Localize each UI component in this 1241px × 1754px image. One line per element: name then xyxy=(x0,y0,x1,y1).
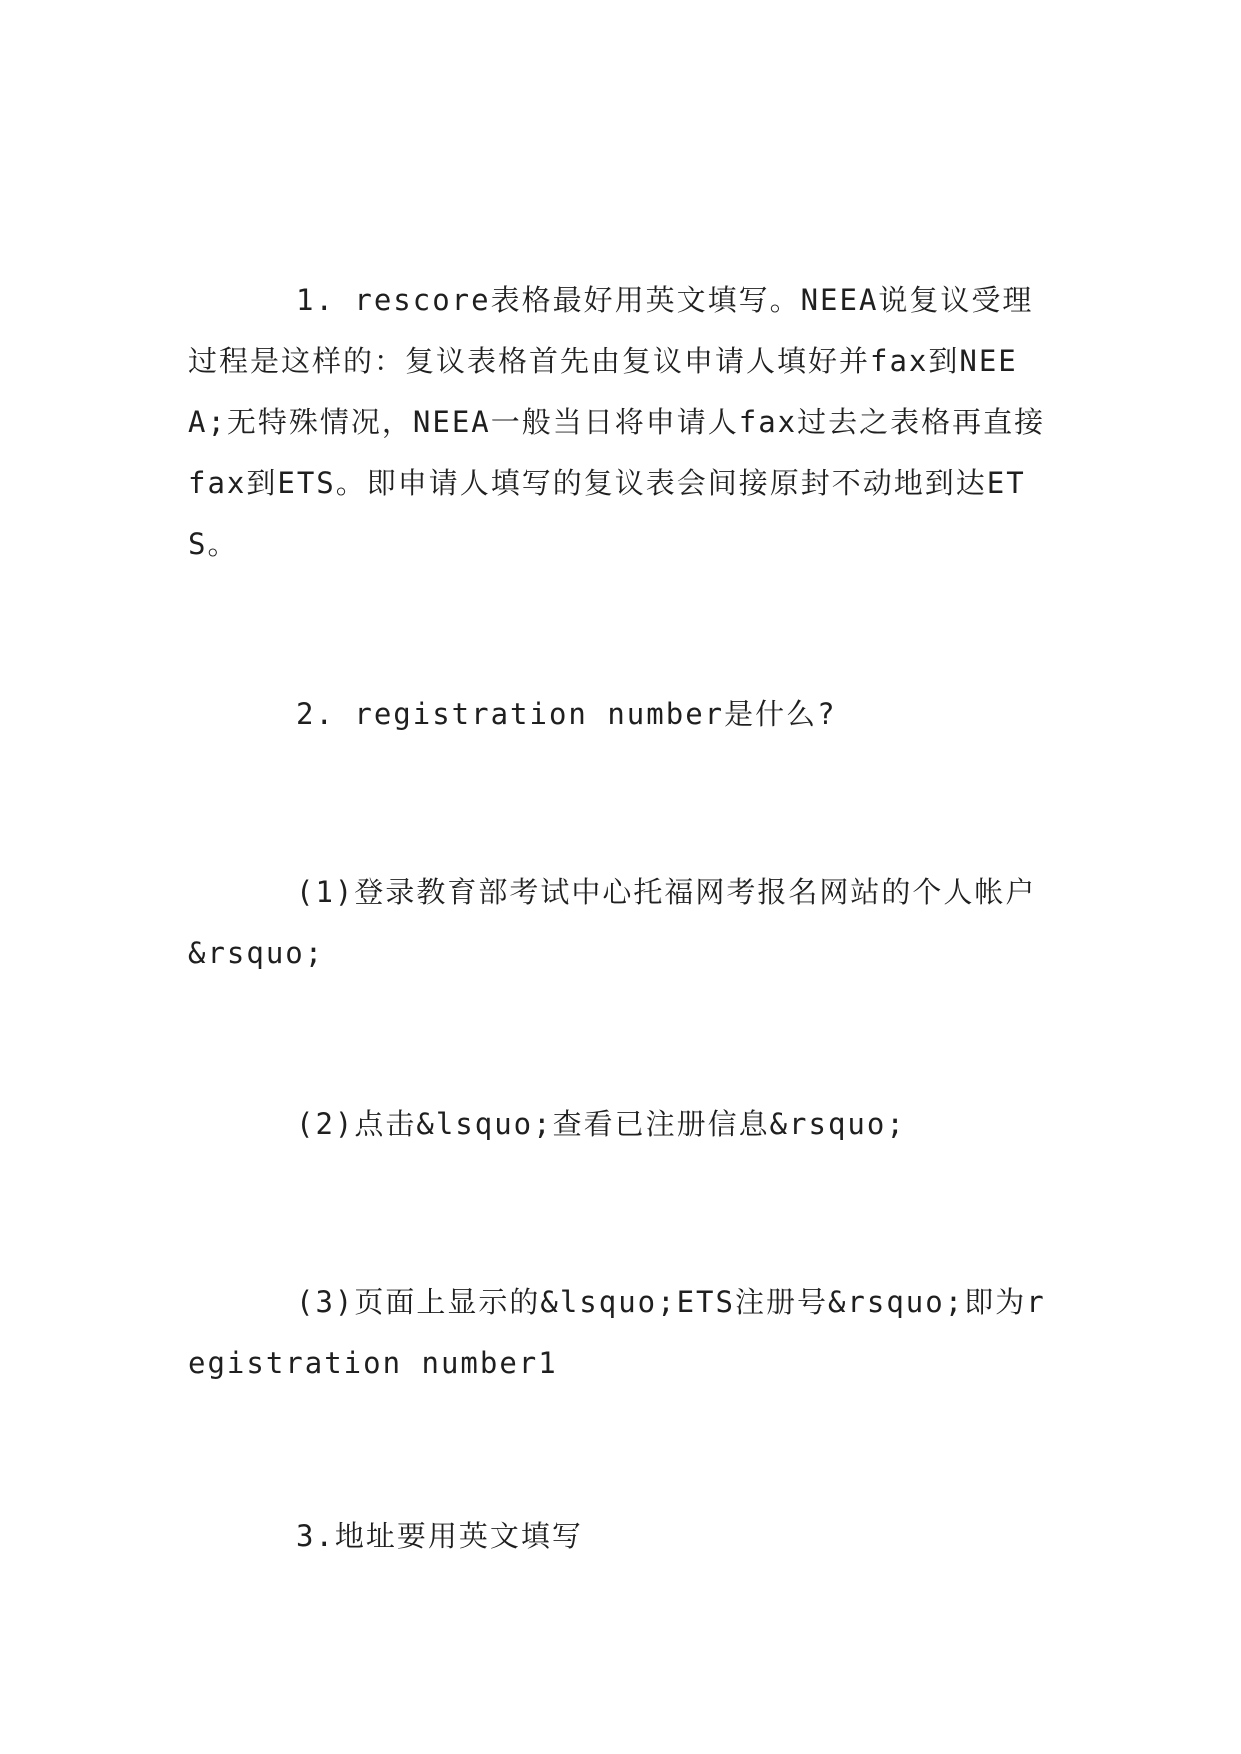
paragraph-step-registration-number: (3)页面上显示的&lsquo;ETS注册号&rsquo;即为registration number1 xyxy=(188,1285,1046,1380)
paragraph-address-english: 3.地址要用英文填写 xyxy=(296,1519,583,1553)
paragraph-step-click: (2)点击&lsquo;查看已注册信息&rsquo; xyxy=(296,1107,906,1141)
paragraph-step-login: (1)登录教育部考试中心托福网考报名网站的个人帐户&rsquo; xyxy=(188,875,1037,970)
paragraph-rescore-form: 1. rescore表格最好用英文填写。NEEA说复议受理过程是这样的：复议表格首先由复议申请人填好并fax到NEEA;无特殊情况，NEEA一般当日将申请人fax过去之表格再直接fax到ETS。即申请人填写的复议表会间接原封不动地到达ETS。 xyxy=(188,283,1046,561)
paragraph-registration-question: 2. registration number是什么? xyxy=(296,697,837,731)
